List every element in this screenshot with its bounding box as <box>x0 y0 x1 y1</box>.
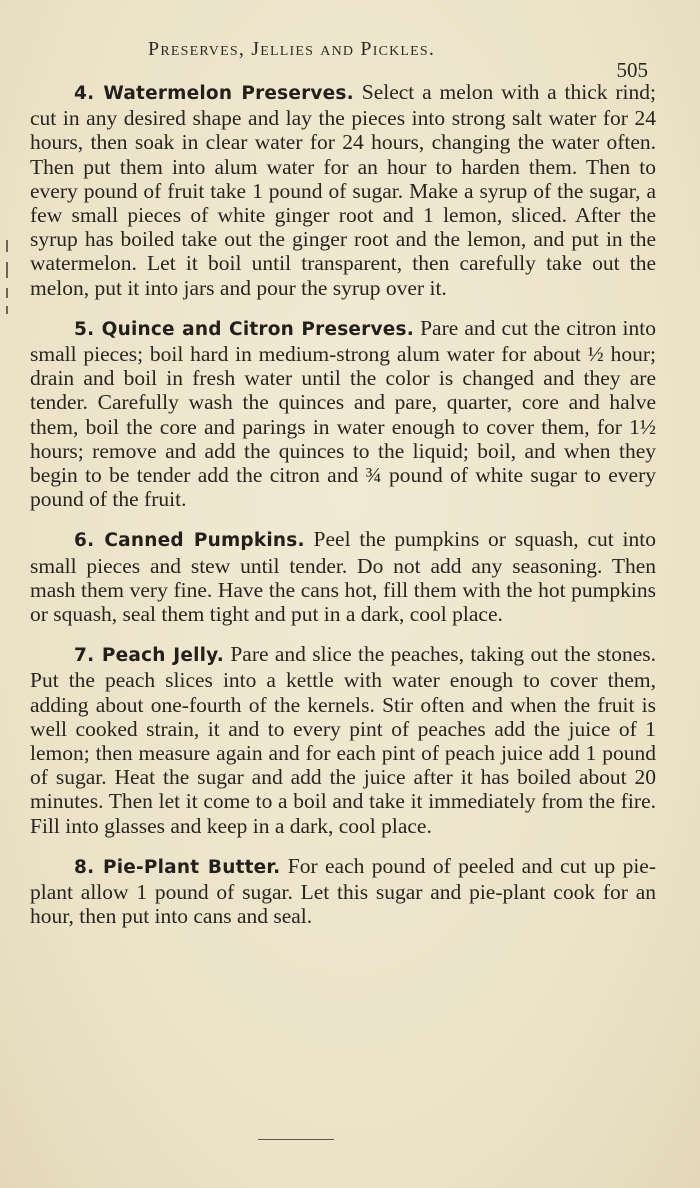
recipe-peach-jelly <box>30 642 656 838</box>
recipe-body: Pare and cut the citron into small pieces; boil hard in medium-strong alum water for about ½ hour; drain and boil in fresh water until the color is changed and they are tender. Carefully wash the quinces and pare, quarter, core and halve them, boil the core and parings in water enough to cover them, for 1½ hours; remove and add the quinces to the liquid; boil, and when they begin to be tender add the citron and ¾ pound of white sugar to every pound of the fruit. <box>30 315 657 512</box>
recipe-body: Pare and slice the peaches, taking out the stones. Put the peach slices into a kettle with water enough to cover them, adding about one-fourth of the kernels. Stir often and when the fruit is well cooked strain, it and to every pint of peaches add the juice of 1 lemon; then measure again and for each pint of peach juice add 1 pound of sugar. Heat the sugar and add the juice after it has boiled about 20 minutes. Then let it come to a boil and take it immediately from the fire. Fill into glasses and keep in a dark, cool place. <box>30 642 657 838</box>
recipe-watermelon-preserves <box>30 80 656 300</box>
running-head <box>148 38 648 82</box>
recipe-quince-citron-preserves <box>30 316 656 512</box>
recipe-body: Select a melon with a thick rind; cut in any desired shape and lay the pieces into strong salt water for 24 hours, then soak in clear water for 24 hours, changing the water often. Then put them into alum water for an hour to harden them. Then to every pound of fruit take 1 pound of sugar. Make a syrup of the sugar, a few small pieces of white ginger root and 1 lemon, sliced. After the syrup has boiled take out the ginger root and the lemon, and put in the watermelon. Let it boil until transparent, then carefully take out the melon, put it into jars and pour the syrup over it. <box>30 80 656 300</box>
recipe-title: 5. Quince and Citron Preserves. <box>74 318 414 340</box>
chapter-title: Preserves, Jellies and Pickles. <box>148 38 436 60</box>
recipe-canned-pumpkins <box>30 527 656 626</box>
recipe-title: 4. Watermelon Preserves. <box>74 83 354 104</box>
recipe-title: 8. Pie-Plant Butter. <box>74 856 281 878</box>
page-number: 505 <box>616 58 648 82</box>
footer-rule <box>258 1139 334 1140</box>
recipe-pie-plant-butter <box>30 854 656 929</box>
recipe-body: For each pound of peeled and cut up pie-plant allow 1 pound of sugar. Let this sugar and pie-plant cook for an hour, then put into cans and seal. <box>30 853 657 929</box>
recipe-title: 7. Peach Jelly. <box>74 645 224 667</box>
recipe-body: Peel the pumpkins or squash, cut into small pieces and stew until tender. Do not add any seasoning. Then mash them very fine. Have the cans hot, fill them with the hot pumpkins or squash, seal them tight and put in a dark, cool place. <box>30 527 656 627</box>
recipe-text-block <box>30 80 656 945</box>
recipe-title: 6. Canned Pumpkins. <box>74 530 305 552</box>
gutter-marks <box>0 240 20 330</box>
